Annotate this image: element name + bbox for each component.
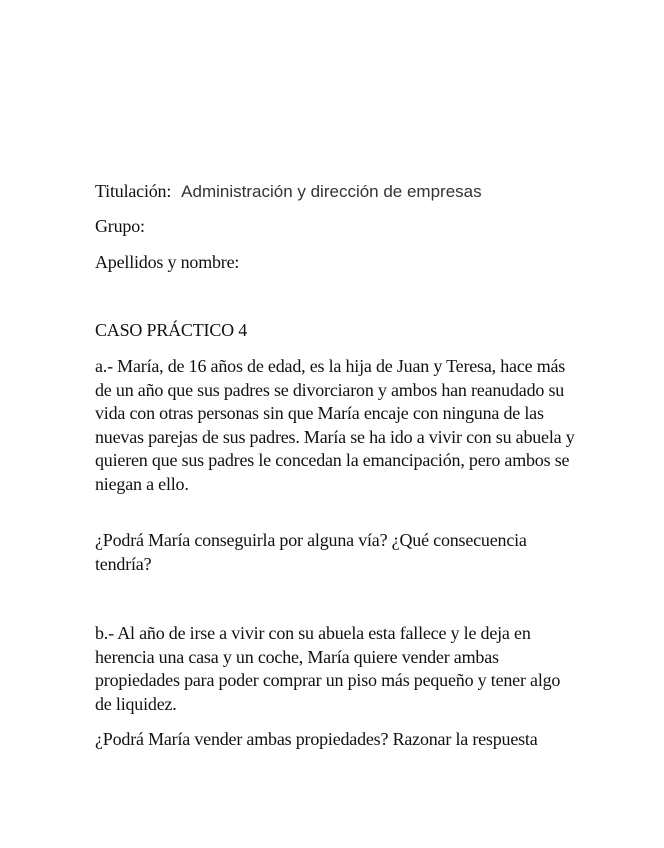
- name-label: Apellidos y nombre:: [95, 252, 240, 272]
- degree-label: Titulación:: [95, 181, 172, 201]
- group-label: Grupo:: [95, 216, 145, 236]
- case-a-question: ¿Podrá María conseguirla por alguna vía? ¿Qué consecuencia tendría?: [95, 530, 527, 574]
- case-b-question: ¿Podrá María vender ambas propiedades? Razonar la respuesta: [95, 729, 538, 749]
- degree-value: Administración y dirección de empresas: [181, 182, 482, 201]
- case-a-text: a.- María, de 16 años de edad, es la hija de Juan y Teresa, hace más de un año que sus padres se divorciaron y ambos han reanudado su vida con otras personas sin que María encaje con ninguna de las nuevas parejas de sus padres. María se ha ido a vivir con su abuela y quieren que sus padres le concedan la emancipación, pero ambos se niegan a ello.: [95, 356, 575, 494]
- case-title: CASO PRÁCTICO 4: [95, 320, 248, 340]
- degree-row: [95, 181, 482, 202]
- case-b-text: b.- Al año de irse a vivir con su abuela esta fallece y le deja en herencia una casa y un coche, María quiere vender ambas propiedades para poder comprar un piso más pequeño y tener algo de liquidez.: [95, 623, 561, 714]
